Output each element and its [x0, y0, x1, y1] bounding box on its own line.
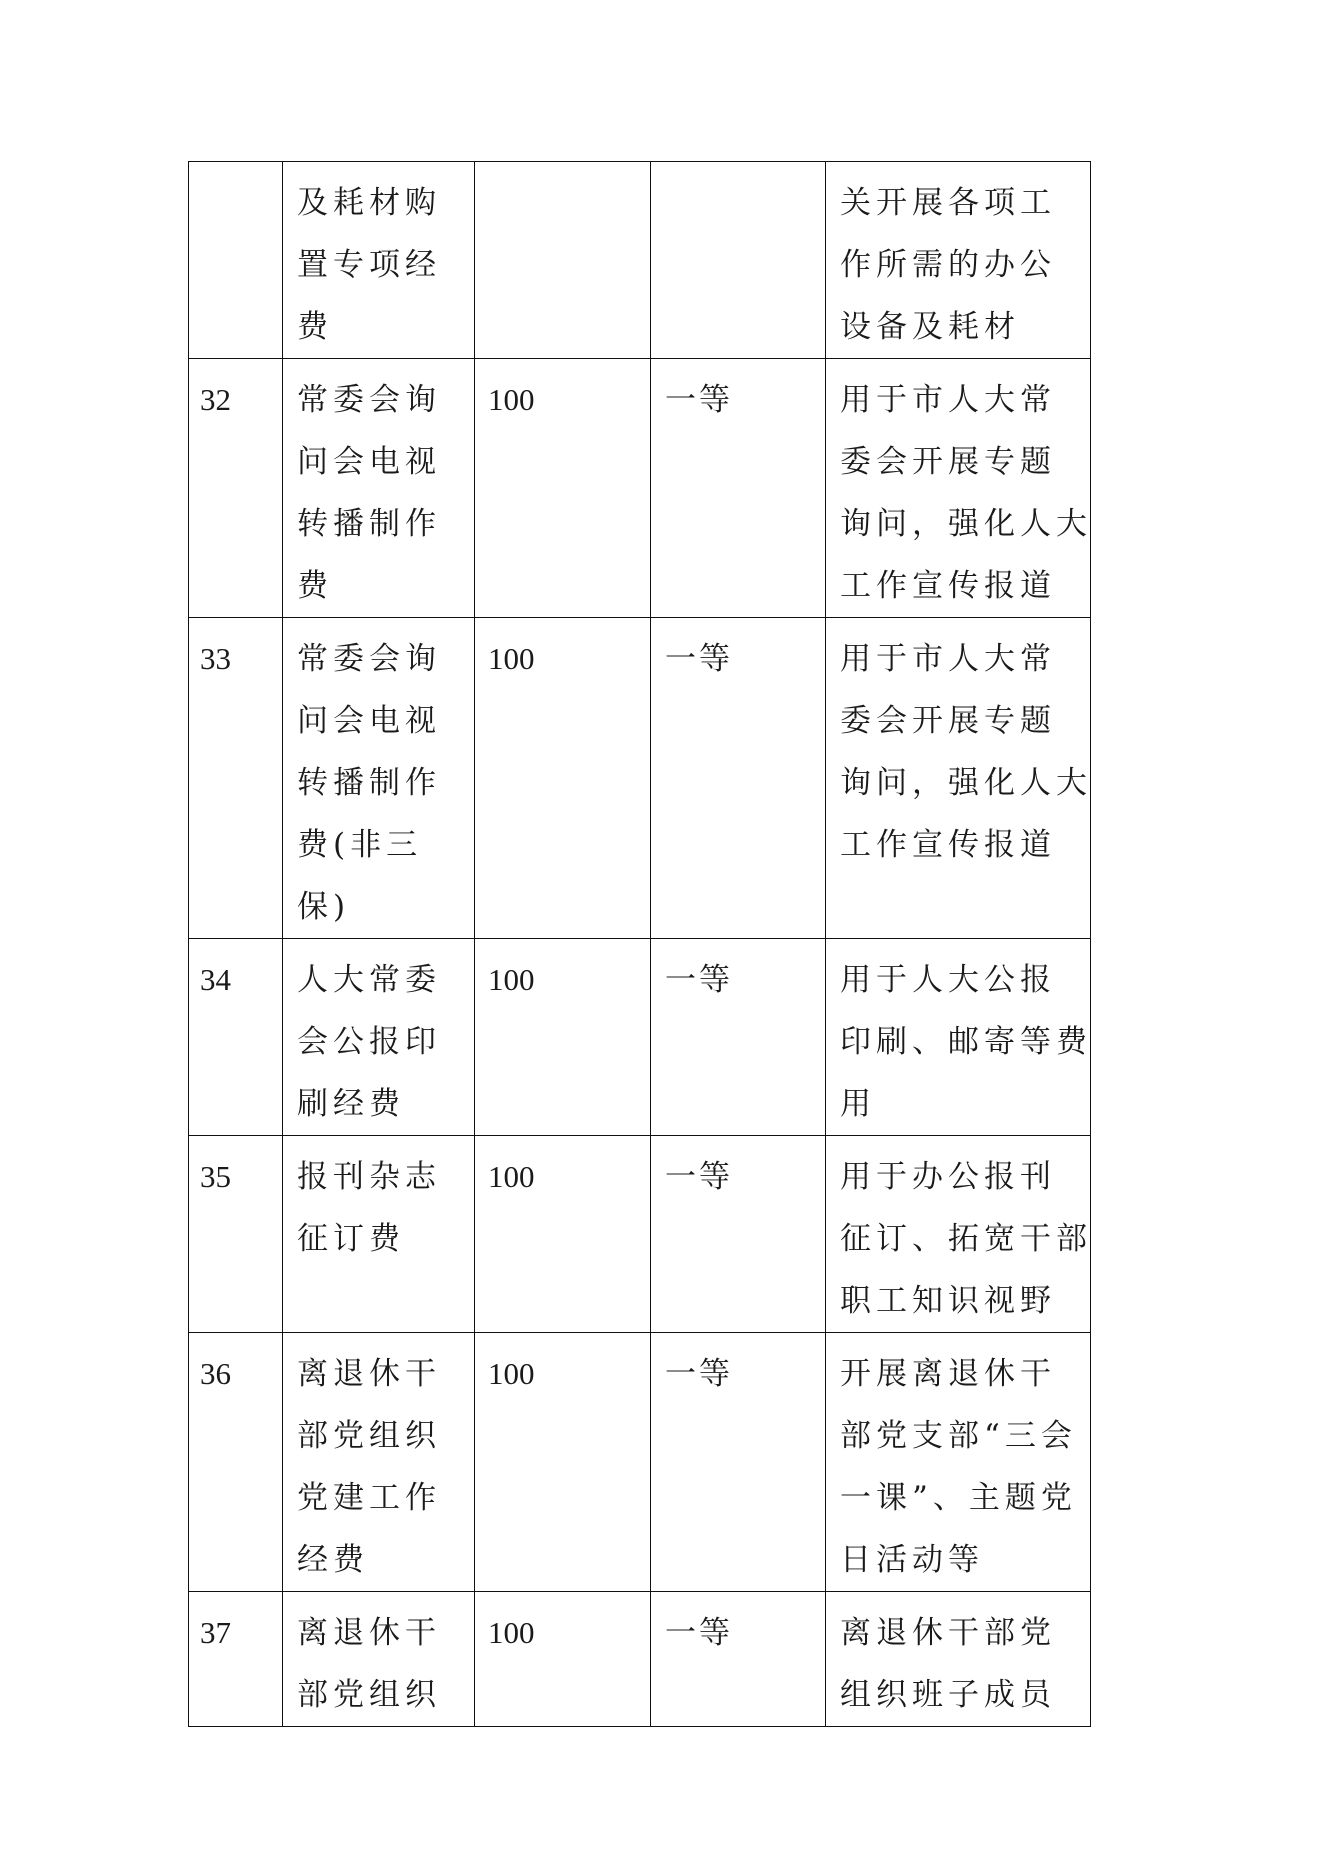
cell-no: 32	[189, 359, 283, 618]
cell-amount: 100	[475, 939, 651, 1136]
cell-project-name	[283, 162, 475, 359]
text-line: 委会开展专题	[840, 444, 1056, 480]
cell-no: 36	[189, 1333, 283, 1592]
text-line: 部党组织	[297, 1677, 441, 1713]
cell-amount: 100	[475, 618, 651, 939]
text-line: 转播制作	[297, 765, 441, 801]
text-line: 离退休干	[297, 1615, 441, 1651]
cell-no: 37	[189, 1592, 283, 1727]
text-line: 费	[297, 309, 333, 345]
text-line: 询问，强化人大	[840, 506, 1092, 542]
text-line: 刷经费	[297, 1086, 405, 1122]
text-line: 经费	[297, 1542, 369, 1578]
text-line: 人大常委	[297, 962, 441, 998]
cell-amount: 100	[475, 359, 651, 618]
text-line: 离退休干部党	[840, 1615, 1056, 1651]
text-line: 工作宣传报道	[840, 568, 1056, 604]
cell-grade: 一等	[651, 1592, 826, 1727]
table-row	[189, 1136, 1091, 1333]
cell-grade: 一等	[651, 1136, 826, 1333]
text-line: 用	[840, 1086, 876, 1122]
cell-amount: 100	[475, 1592, 651, 1727]
text-line: 转播制作	[297, 506, 441, 542]
text-line: 常委会询	[297, 641, 441, 677]
text-line: 设备及耗材	[840, 309, 1020, 345]
cell-description	[826, 939, 1091, 1136]
cell-project-name	[283, 1592, 475, 1727]
cell-description	[826, 618, 1091, 939]
text-line: 作所需的办公	[840, 247, 1056, 283]
cell-description	[826, 162, 1091, 359]
text-line: 征订费	[297, 1221, 405, 1257]
text-line: 工作宣传报道	[840, 827, 1056, 863]
cell-no: 33	[189, 618, 283, 939]
cell-project-name	[283, 1333, 475, 1592]
cell-project-name	[283, 618, 475, 939]
cell-grade	[651, 162, 826, 359]
cell-amount	[475, 162, 651, 359]
text-line: 征订、拓宽干部	[840, 1221, 1092, 1257]
cell-no	[189, 162, 283, 359]
text-line: 关开展各项工	[840, 185, 1056, 221]
text-line: 离退休干	[297, 1356, 441, 1392]
cell-description	[826, 1592, 1091, 1727]
text-line: 组织班子成员	[840, 1677, 1056, 1713]
text-line: 党建工作	[297, 1480, 441, 1516]
cell-project-name	[283, 939, 475, 1136]
cell-amount: 100	[475, 1136, 651, 1333]
text-line: 部党支部“三会	[840, 1418, 1077, 1454]
cell-project-name	[283, 359, 475, 618]
text-line: 费	[297, 568, 333, 604]
text-line: 问会电视	[297, 703, 441, 739]
cell-description	[826, 1333, 1091, 1592]
cell-project-name	[283, 1136, 475, 1333]
table-row	[189, 1592, 1091, 1727]
text-line: 用于市人大常	[840, 382, 1056, 418]
table-row	[189, 359, 1091, 618]
text-line: 保)	[297, 889, 351, 925]
text-line: 印刷、邮寄等费	[840, 1024, 1092, 1060]
table-row	[189, 618, 1091, 939]
text-line: 问会电视	[297, 444, 441, 480]
text-line: 置专项经	[297, 247, 441, 283]
text-line: 委会开展专题	[840, 703, 1056, 739]
text-line: 职工知识视野	[840, 1283, 1056, 1319]
budget-table	[188, 161, 1091, 1727]
text-line: 一课”、主题党	[840, 1480, 1077, 1516]
text-line: 用于人大公报	[840, 962, 1056, 998]
cell-no: 34	[189, 939, 283, 1136]
text-line: 会公报印	[297, 1024, 441, 1060]
text-line: 用于办公报刊	[840, 1159, 1056, 1195]
cell-no: 35	[189, 1136, 283, 1333]
text-line: 报刊杂志	[297, 1159, 441, 1195]
cell-description	[826, 1136, 1091, 1333]
cell-amount: 100	[475, 1333, 651, 1592]
cell-description	[826, 359, 1091, 618]
text-line: 及耗材购	[297, 185, 441, 221]
table-row	[189, 1333, 1091, 1592]
text-line: 日活动等	[840, 1542, 984, 1578]
cell-grade: 一等	[651, 939, 826, 1136]
cell-grade: 一等	[651, 1333, 826, 1592]
text-line: 开展离退休干	[840, 1356, 1056, 1392]
table-row	[189, 939, 1091, 1136]
text-line: 费(非三	[297, 827, 423, 863]
text-line: 部党组织	[297, 1418, 441, 1454]
cell-grade: 一等	[651, 618, 826, 939]
table-row	[189, 162, 1091, 359]
text-line: 常委会询	[297, 382, 441, 418]
cell-grade: 一等	[651, 359, 826, 618]
text-line: 询问，强化人大	[840, 765, 1092, 801]
text-line: 用于市人大常	[840, 641, 1056, 677]
